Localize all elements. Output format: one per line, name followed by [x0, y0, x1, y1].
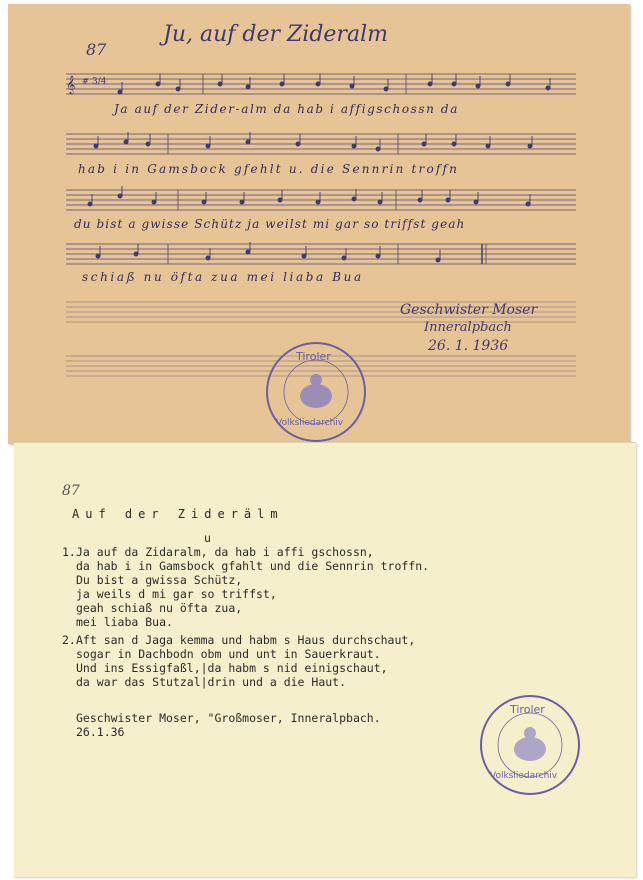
staff-2 — [66, 134, 576, 154]
verse-2-line-2: sogar in Dachbodn obm und unt in Sauerkraut. — [76, 647, 381, 661]
sheet-stamp-top-text: Tiroler — [510, 703, 545, 716]
staff-3 — [66, 190, 576, 210]
stamp-bottom-text: Volksliedarchiv — [276, 418, 344, 428]
sheet-archive-stamp — [480, 695, 580, 795]
music-card — [8, 4, 630, 444]
lyric-line-4: schiaß nu öfta zua mei liaba Bua — [82, 270, 364, 284]
verse-1-line-6: mei liaba Bua. — [76, 615, 173, 629]
verse-1-line-4: ja weils d mi gar so triffst, — [76, 587, 277, 601]
sheet-stamp-bottom-text: Volksliedarchiv — [490, 771, 558, 781]
card-number: 87 — [86, 40, 107, 59]
verse-2-line-4: da war das Stutzal|drin und a die Haut. — [76, 675, 347, 689]
verse-1-number: 1. — [62, 545, 76, 559]
stamp-top-text: Tiroler — [296, 350, 331, 363]
lyric-line-2: hab i in Gamsbock gfehlt u. die Sennrin troffn — [78, 162, 460, 176]
signature-name: Geschwister Moser — [400, 302, 538, 318]
card-title: Ju, auf der Zideralm — [163, 22, 388, 47]
verse-1-line-2: da hab i in Gamsbock gfahlt und die Sennrin troffn. — [76, 559, 430, 573]
signature-place: Inneralpbach — [424, 320, 512, 335]
verse-1-line-5: geah schiaß nu öfta zua, — [76, 601, 243, 615]
verse-1-line-1: Ja auf da Zidaralm, da hab i affi gschossn, — [76, 545, 374, 559]
staff-4 — [66, 244, 576, 264]
signature-date: 26. 1. 1936 — [428, 338, 509, 354]
verse-1-superscript: u — [204, 531, 211, 545]
time-signature: 3/4 — [92, 77, 107, 87]
typed-sheet — [14, 442, 636, 877]
sheet-number: 87 — [62, 483, 80, 499]
verse-2-number: 2. — [62, 633, 76, 647]
source-date: 26.1.36 — [76, 725, 125, 739]
archive-stamp — [266, 342, 366, 442]
svg-text:#: # — [82, 77, 89, 86]
source-line: Geschwister Moser, "Großmoser, Inneralpbach. — [76, 711, 381, 725]
lyric-line-3: du bist a gwisse Schütz ja weilst mi gar so triffst geah — [74, 217, 466, 231]
verse-2-line-3: Und ins Essigfaßl,|da habm s nid einigschaut, — [76, 661, 388, 675]
staff-1 — [66, 74, 576, 94]
svg-text:𝄞: 𝄞 — [66, 75, 76, 94]
verse-1-line-3: Du bist a gwissa Schütz, — [76, 573, 243, 587]
verse-2-line-1: Aft san d Jaga kemma und habm s Haus durchschaut, — [76, 633, 416, 647]
sheet-title: Auf der Ziderälm — [72, 507, 284, 521]
lyric-line-1: Ja auf der Zider-alm da hab i affigschossn da — [114, 102, 459, 116]
